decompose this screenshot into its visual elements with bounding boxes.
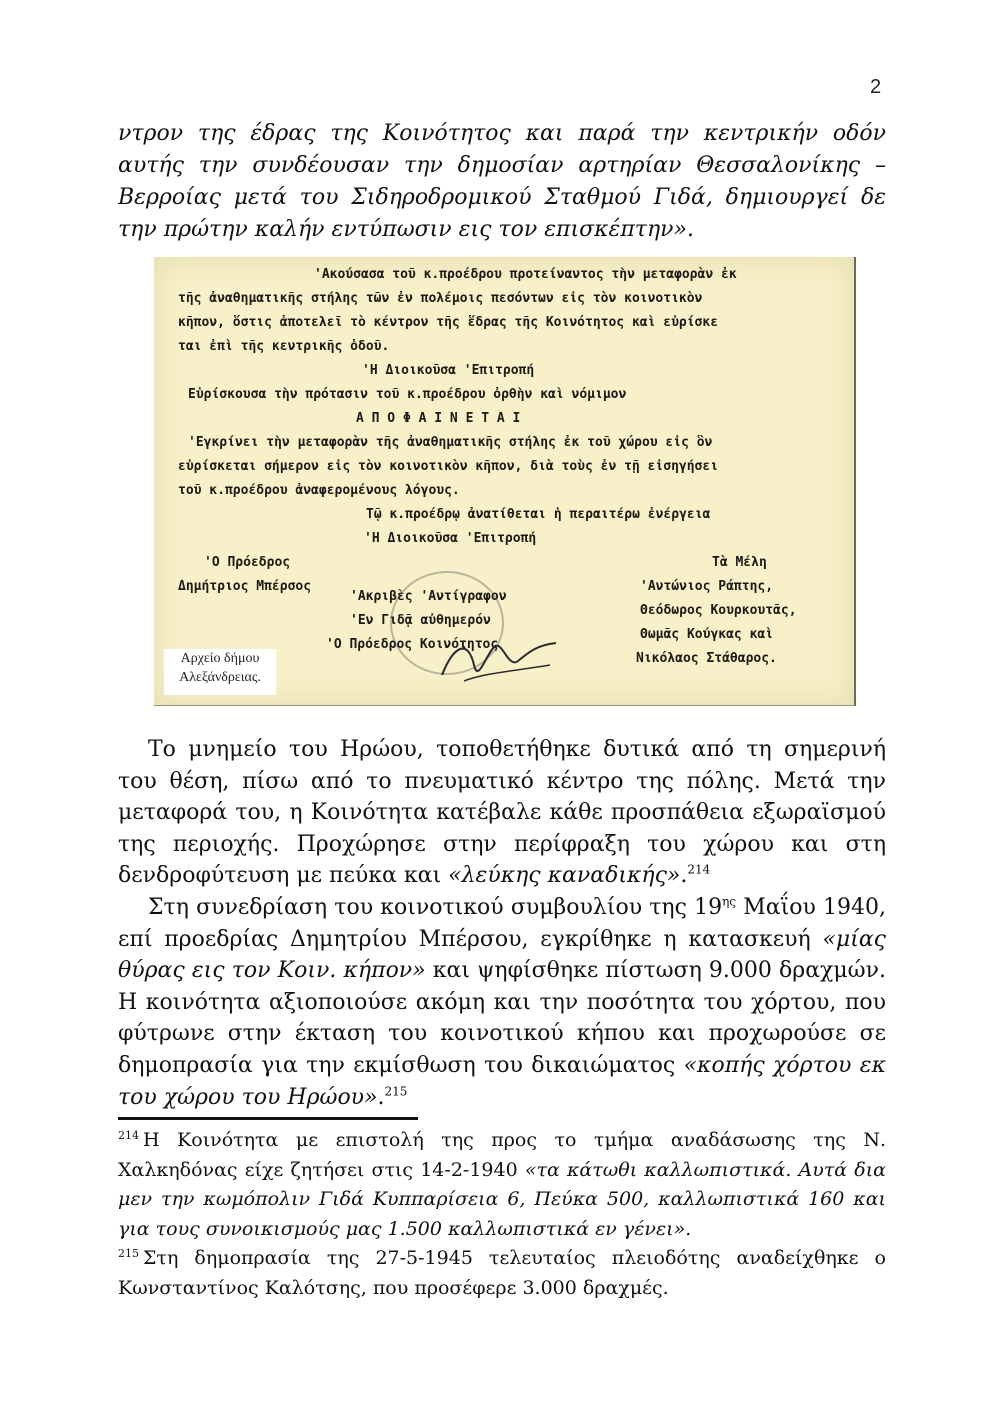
scan-line-7: Α Π Ο Φ Α Ι Ν Ε Τ Α Ι [356, 411, 521, 426]
footnote-text: Στη δημοπρασία της 27-5-1945 τελευταίος πλειοδότης αναδείχθηκε ο Κωνσταντίνος Καλότσης, που προσέφερε 3.000 δραχμές. [118, 1247, 886, 1299]
paragraph-2-quote-2: «κοπής χόρτου εκ του χώρου του Ηρώου» [118, 1052, 886, 1110]
scan-line-1: 'Ακούσασα τοῦ κ.προέδρου προτείναντος τὴν μεταφορὰν ἐκ [314, 267, 737, 282]
footnote-text: Η Κοινότητα με επιστολή της προς το τμήμα αναδάσωσης της Ν. Χαλκηδόνας είχε ζητήσει στις 14-2-1940 [118, 1129, 886, 1181]
scan-line-13: 'Ο Πρόεδρος [204, 555, 291, 570]
footnote-215 [118, 1244, 886, 1303]
archival-document-scan [154, 257, 856, 706]
footnote-mark: 215 [118, 1246, 139, 1260]
scan-line-19: 'Αντώνιος Ράπτης, [640, 579, 774, 594]
footnote-214 [118, 1126, 886, 1244]
caption-line-1: Αρχείο δήμου [180, 651, 260, 666]
paragraph-2-end: . [377, 1084, 385, 1110]
scan-line-4: ται ἐπὶ τῆς κεντρικῆς ὁδοῦ. [178, 339, 390, 354]
scan-line-2: τῆς ἀναθηματικῆς στήλης τῶν ἐν πολέμοις πεσόντων εἰς τὸν κοινοτικὸν [178, 291, 703, 306]
scan-line-5: 'Η Διοικοῦσα 'Επιτροπή [362, 363, 535, 378]
scan-line-11: Τῷ κ.προέδρῳ ἀνατίθεται ἡ περαιτέρω ἐνέργεια [366, 507, 711, 522]
image-caption [164, 649, 276, 695]
scan-line-16: 'Εν Γιδᾷ αὐθημερόν [350, 613, 491, 628]
scan-line-15: 'Ακριβὲς 'Αντίγραφον [350, 589, 507, 604]
scan-line-3: κῆπον, ὅστις ἀποτελεῖ τὸ κέντρον τῆς ἕδρας τῆς Κοινότητος καὶ εὑρίσκε [178, 315, 719, 330]
scan-line-10: τοῦ κ.προέδρου ἀναφερομένους λόγους. [178, 483, 460, 498]
scan-line-18: Τὰ Μέλη [712, 555, 767, 570]
paragraph-2-quote-1: «μίας θύρας εις τον Κοιν. κήπον» [118, 926, 886, 984]
scan-line-17: 'Ο Πρόεδρος Κοινότητος [326, 637, 499, 652]
paragraph-2-part-1: Στη συνεδρίαση του κοινοτικού συμβουλίου της 19 [148, 894, 723, 920]
footnote-quote: «τα κάτωθι καλλωπιστικά. Αυτά δια μεν την κωμόπολιν Γιδά Κυππαρίσεια 6, Πεύκα 500, καλλωπιστικά 160 και για τους συνοικισμούς μας 1.500 καλλωπιστικά εν γένει». [118, 1158, 886, 1240]
scan-line-14: Δημήτριος Μπέρσος [178, 579, 312, 594]
paragraph-1-end: . [680, 863, 688, 889]
paragraph-2-part-3: και ψηφίσθηκε πίστωση 9.000 δραχμών. Η κοινότητα αξιοποιούσε ακόμη και την ποσότητα του χόρτου, που φύτρωνε στην έκταση του κοινοτικού κήπου και προχωρούσε σε δημοπρασία για την εκμίσθωση του δικαιώματος [118, 958, 886, 1078]
footnote-divider [118, 1117, 418, 1120]
scan-line-9: εὑρίσκεται σήμερον εἰς τὸν κοινοτικὸν κῆπον, διὰ τοὺς ἐν τῇ εἰσηγήσει [178, 459, 719, 474]
footnote-mark: 214 [118, 1128, 139, 1142]
scan-line-22: Νικόλαος Στάθαρος. [636, 651, 777, 666]
paragraph-1 [118, 734, 886, 892]
footnotes [118, 1126, 886, 1303]
scan-line-6: Εὑρίσκουσα τὴν πρότασιν τοῦ κ.προέδρου ὀρθὴν καὶ νόμιμον [188, 387, 627, 402]
footnote-ref-214[interactable]: 214 [687, 863, 711, 878]
paragraph-1-quote: «λεύκης καναδικής» [448, 863, 681, 889]
scan-line-20: Θεόδωρος Κουρκουτᾶς, [640, 603, 797, 618]
scan-line-21: Θωμᾶς Κούγκας καὶ [640, 627, 774, 642]
paragraph-2 [118, 892, 886, 1113]
scan-line-12: 'Η Διοικοῦσα 'Επιτροπή [364, 531, 537, 546]
scan-line-8: 'Εγκρίνει τὴν μεταφορὰν τῆς ἀναθηματικῆς στήλης ἐκ τοῦ χώρου εἰς ὃν [188, 435, 713, 450]
body-text [118, 734, 886, 1113]
paragraph-2-part-2: Μαΐου 1940, επί προεδρίας Δημητρίου Μπέρσου, εγκρίθηκε η κατασκευή [118, 894, 886, 952]
paragraph-1-text: Το μνημείο του Ηρώου, τοποθετήθηκε δυτικά από τη σημερινή του θέση, πίσω από το πνευματικό κέντρο της πόλης. Μετά την μεταφορά του, η Κοινότητα κατέβαλε κάθε προσπάθεια εξωραϊσμού της περιοχής. Προχώρησε στην περίφραξη του χώρου και στη δενδροφύτευση με πεύκα και [118, 737, 886, 889]
ordinal-suffix: ης [722, 894, 737, 909]
lead-text: ντρον της έδρας της Κοινότητος και παρά την κεντρικήν οδόν αυτής την συνδέουσαν την δημοσίαν αρτηρίαν Θεσσαλονίκης – Βερροίας μετά του Σιδηροδρομικού Σταθμού Γιδά, δημιουργεί δε την πρώτην καλήν εντύπωσιν εις τον επισκέπτην». [118, 121, 886, 242]
handwritten-signature [434, 625, 564, 695]
lead-paragraph [118, 118, 886, 246]
footnote-ref-215[interactable]: 215 [384, 1084, 408, 1099]
caption-line-2: Αλεξάνδρειας. [179, 670, 261, 685]
page-number: 2 [870, 76, 882, 98]
